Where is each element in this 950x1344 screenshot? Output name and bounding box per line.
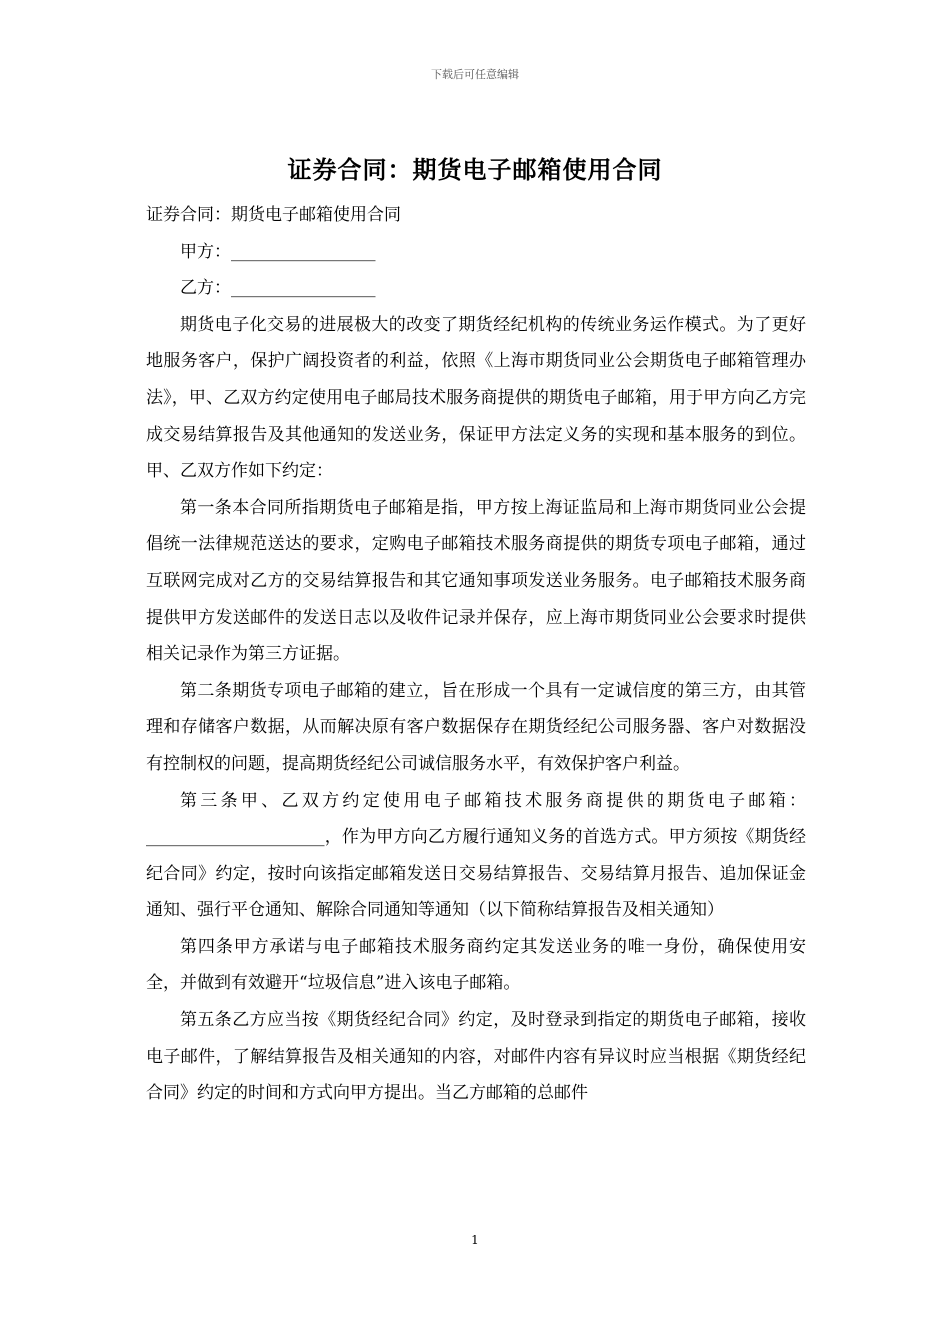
article-2-paragraph: 第二条期货专项电子邮箱的建立，旨在形成一个具有一定诚信度的第三方，由其管理和存储客户数据，从而解决原有客户数据保存在期货经纪公司服务器、客户对数据没有控制权的问题，提高期货经纪公司诚信服务水平，有效保护客户利益。: [146, 680, 806, 774]
article-1-paragraph: 第一条本合同所指期货电子邮箱是指，甲方按上海证监局和上海市期货同业公会提倡统一法律规范送达的要求，定购电子邮箱技术服务商提供的期货专项电子邮箱，通过互联网完成对乙方的交易结算报告和其它通知事项发送业务服务。电子邮箱技术服务商提供甲方发送邮件的发送日志以及收件记录并保存，应上海市期货同业公会要求时提供相关记录作为第三方证据。: [146, 497, 806, 665]
page-number: 1: [471, 1233, 479, 1247]
document-body: [146, 197, 806, 1112]
party-b-line: 乙方：_________________: [180, 278, 376, 299]
preamble-paragraph: 期货电子化交易的进展极大的改变了期货经纪机构的传统业务运作模式。为了更好地服务客户，保护广阔投资者的利益，依照《上海市期货同业公会期货电子邮箱管理办法》，甲、乙双方约定使用电子邮局技术服务商提供的期货电子邮箱，用于甲方向乙方完成交易结算报告及其他通知的发送业务，保证甲方法定义务的实现和基本服务的到位。甲、乙双方作如下约定：: [146, 314, 806, 482]
page-header: 下载后可任意编辑: [431, 68, 519, 81]
document-title: 证券合同：期货电子邮箱使用合同: [287, 155, 663, 184]
party-a-line: 甲方：_________________: [180, 241, 376, 262]
article-3-paragraph: 第三条甲、乙双方约定使用电子邮箱技术服务商提供的期货电子邮箱：_____________________，作为甲方向乙方履行通知义务的首选方式。甲方须按《期货经纪合同》约定，按时向该指定邮箱发送日交易结算报告、交易结算月报告、追加保证金通知、强行平仓通知、解除合同通知等通知（以下简称结算报告及相关通知）: [146, 790, 806, 921]
article-4-paragraph: 第四条甲方承诺与电子邮箱技术服务商约定其发送业务的唯一身份，确保使用安全，并做到有效避开“垃圾信息”进入该电子邮箱。: [146, 936, 806, 994]
subtitle-line: 证券合同：期货电子邮箱使用合同: [146, 205, 401, 225]
article-5-paragraph: 第五条乙方应当按《期货经纪合同》约定，及时登录到指定的期货电子邮箱，接收电子邮件，了解结算报告及相关通知的内容，对邮件内容有异议时应当根据《期货经纪合同》约定的时间和方式向甲方提出。当乙方邮箱的总邮件: [146, 1010, 806, 1104]
